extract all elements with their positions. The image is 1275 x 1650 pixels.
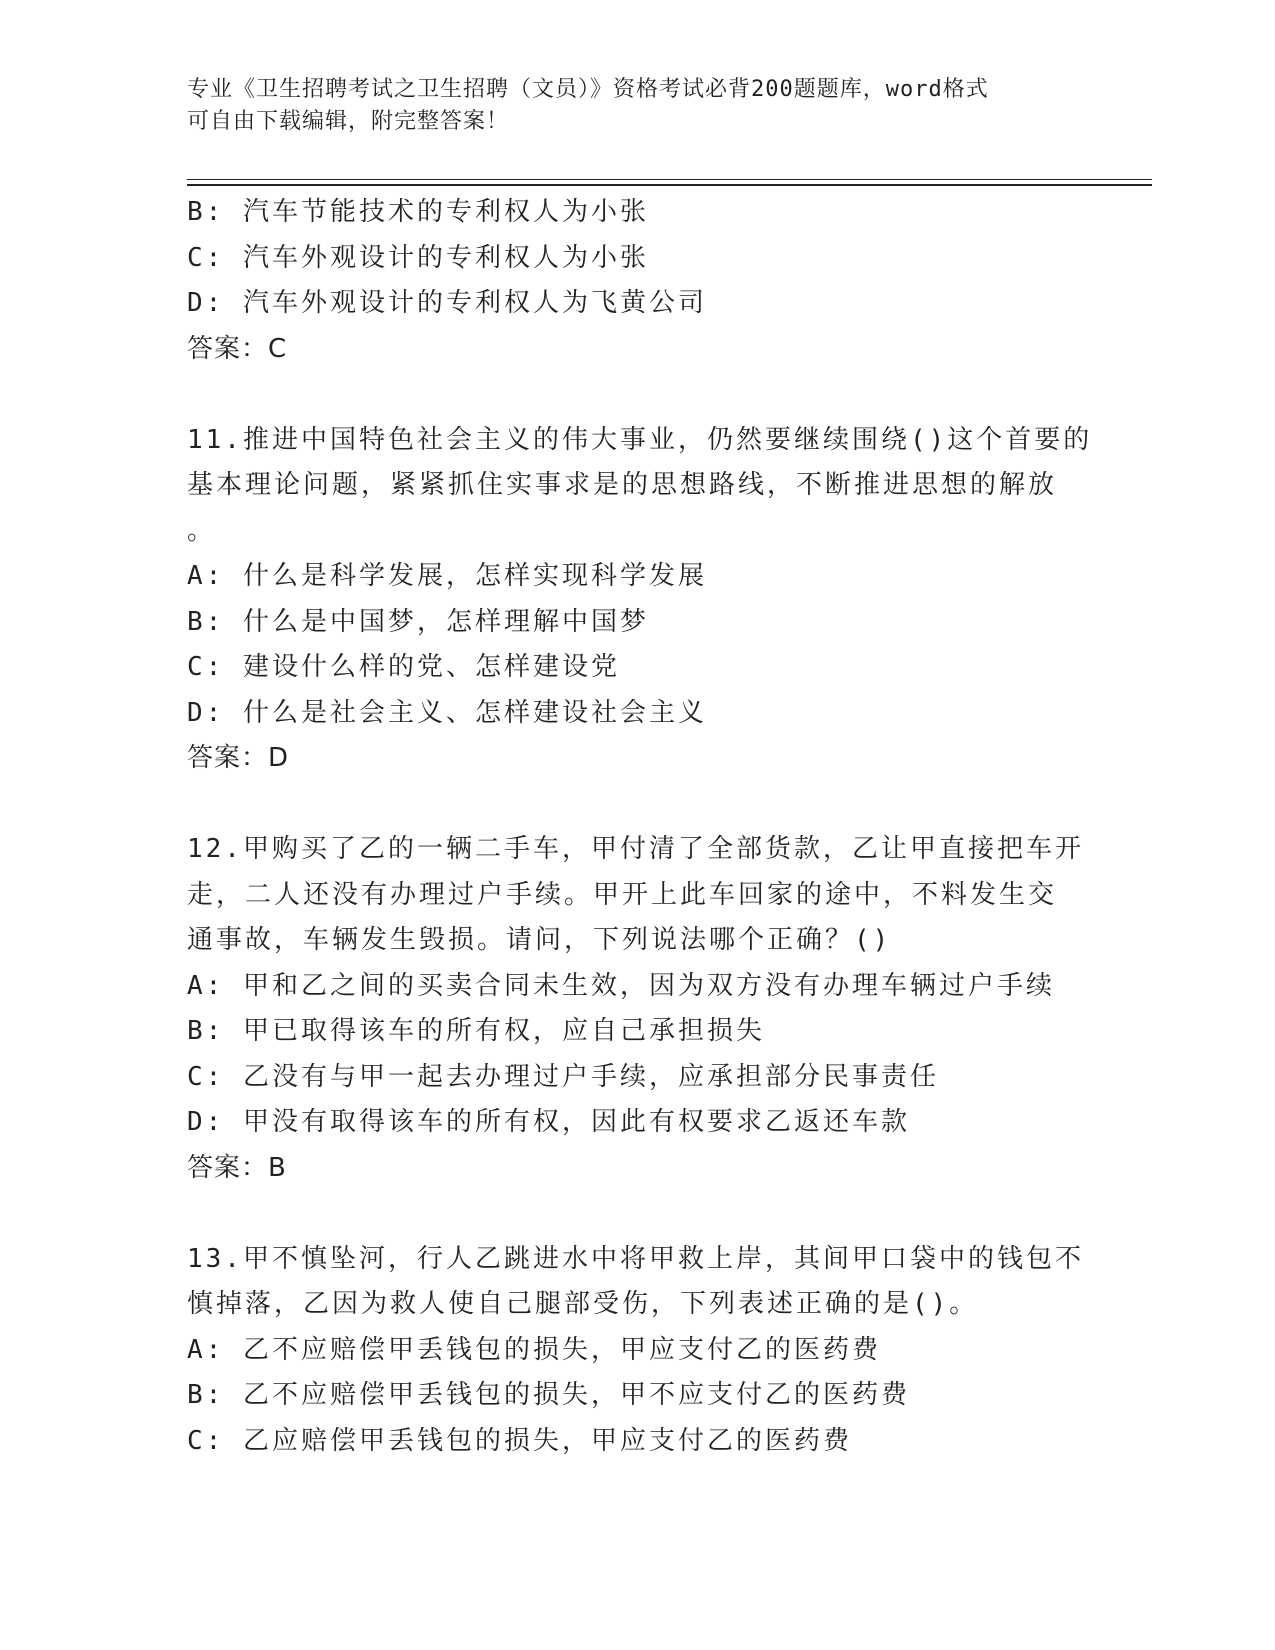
question-10-continued <box>187 190 1087 372</box>
spacer <box>187 372 1087 418</box>
spacer <box>187 782 1087 828</box>
header-line-1: 专业《卫生招聘考试之卫生招聘（文员）》资格考试必背200题题库，word格式 <box>187 77 989 102</box>
option-c: C: 乙应赔偿甲丢钱包的损失，甲应支付乙的医药费 <box>187 1425 852 1456</box>
question-13 <box>187 1237 1087 1465</box>
question-stem-line: 。 <box>187 515 217 546</box>
header-divider-thin <box>187 179 1152 180</box>
spacer <box>187 1191 1087 1237</box>
question-stem-line: 通事故，车辆发生毁损。请问，下列说法哪个正确？() <box>187 925 892 955</box>
answer-line: 答案：C <box>187 333 288 364</box>
option-b: B: 甲已取得该车的所有权，应自己承担损失 <box>187 1016 765 1046</box>
option-b: B: 什么是中国梦，怎样理解中国梦 <box>187 606 649 637</box>
option-d: D: 甲没有取得该车的所有权，因此有权要求乙返还车款 <box>187 1107 910 1137</box>
option-c: C: 汽车外观设计的专利权人为小张 <box>187 242 649 273</box>
option-d: D: 什么是社会主义、怎样建设社会主义 <box>187 697 707 728</box>
question-stem-line: 慎掉落，乙因为救人使自己腿部受伤，下列表述正确的是()。 <box>187 1289 979 1319</box>
document-header <box>187 74 1087 138</box>
option-c: C: 建设什么样的党、怎样建设党 <box>187 652 620 682</box>
question-list <box>187 190 1093 1464</box>
option-c: C: 乙没有与甲一起去办理过户手续，应承担部分民事责任 <box>187 1061 939 1092</box>
option-d: D: 汽车外观设计的专利权人为飞黄公司 <box>187 288 707 318</box>
question-11 <box>187 418 1093 782</box>
question-stem-line: 13.甲不慎坠河，行人乙跳进水中将甲救上岸，其间甲口袋中的钱包不 <box>187 1243 1084 1274</box>
option-b: B: 乙不应赔偿甲丢钱包的损失，甲不应支付乙的医药费 <box>187 1380 910 1410</box>
option-a: A: 乙不应赔偿甲丢钱包的损失，甲应支付乙的医药费 <box>187 1334 881 1365</box>
answer-line: 答案：D <box>187 743 290 773</box>
option-a: A: 什么是科学发展，怎样实现科学发展 <box>187 561 707 591</box>
question-12 <box>187 827 1087 1191</box>
header-divider-thick <box>187 184 1152 186</box>
option-b: B: 汽车节能技术的专利权人为小张 <box>187 197 649 227</box>
option-a: A: 甲和乙之间的买卖合同未生效，因为双方没有办理车辆过户手续 <box>187 970 1055 1001</box>
question-stem-line: 走，二人还没有办理过户手续。甲开上此车回家的途中，不料发生交 <box>187 879 1058 910</box>
question-stem-line: 11.推进中国特色社会主义的伟大事业，仍然要继续围绕()这个首要的 <box>187 424 1093 455</box>
answer-line: 答案：B <box>187 1152 287 1183</box>
question-stem-line: 12.甲购买了乙的一辆二手车，甲付清了全部货款，乙让甲直接把车开 <box>187 834 1084 864</box>
question-stem-line: 基本理论问题，紧紧抓住实事求是的思想路线，不断推进思想的解放 <box>187 470 1058 500</box>
header-line-2: 可自由下载编辑，附完整答案！ <box>187 109 510 134</box>
